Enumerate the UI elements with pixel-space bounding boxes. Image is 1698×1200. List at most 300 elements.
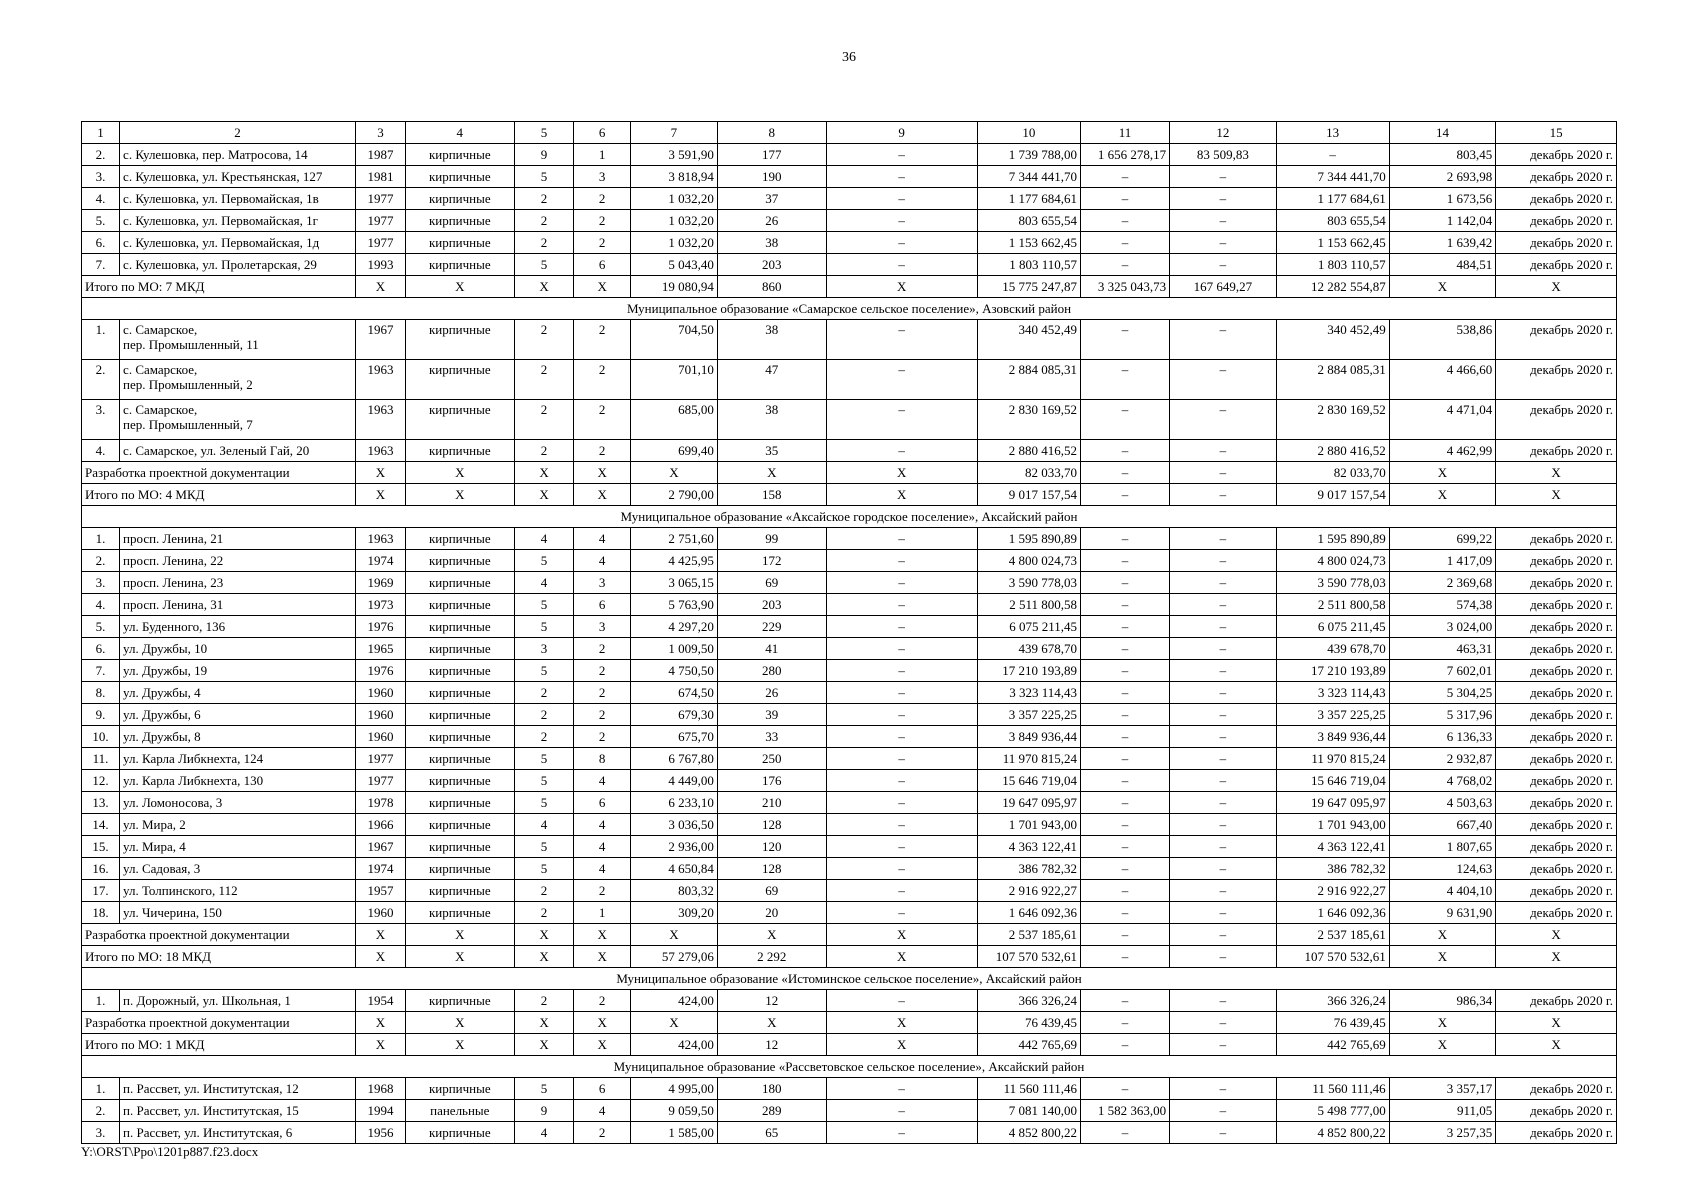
table-cell: 17 210 193,89 <box>1276 660 1389 682</box>
table-cell: – <box>1170 360 1277 400</box>
table-cell: 7. <box>82 254 120 276</box>
address-cell: ул. Чичерина, 150 <box>120 902 356 924</box>
summary-cell: X <box>826 462 977 484</box>
table-row <box>82 440 1617 462</box>
table-cell: 33 <box>717 726 826 748</box>
table-cell: 3 357,17 <box>1389 1078 1496 1100</box>
column-number-cell: 2 <box>120 122 356 144</box>
table-cell: 1969 <box>355 572 405 594</box>
table-cell: 4. <box>82 594 120 616</box>
summary-cell: X <box>405 946 514 968</box>
table-cell: кирпичные <box>405 210 514 232</box>
table-cell: декабрь 2020 г. <box>1496 232 1617 254</box>
table-cell: 366 326,24 <box>1276 990 1389 1012</box>
table-cell: – <box>826 1122 977 1144</box>
address-cell: ул. Дружбы, 6 <box>120 704 356 726</box>
address-cell: просп. Ленина, 31 <box>120 594 356 616</box>
table-cell: 1 009,50 <box>630 638 717 660</box>
summary-cell: X <box>630 1012 717 1034</box>
table-cell: – <box>826 704 977 726</box>
table-cell: 1993 <box>355 254 405 276</box>
summary-cell: X <box>405 924 514 946</box>
table-cell: 1956 <box>355 1122 405 1144</box>
table-cell: – <box>1170 660 1277 682</box>
table-cell: 439 678,70 <box>977 638 1080 660</box>
table-cell: 128 <box>717 814 826 836</box>
table-cell: 4 297,20 <box>630 616 717 638</box>
column-number-cell: 7 <box>630 122 717 144</box>
address-cell: с. Кулешовка, ул. Крестьянская, 127 <box>120 166 356 188</box>
table-cell: 2 916 922,27 <box>1276 880 1389 902</box>
table-cell: 1974 <box>355 550 405 572</box>
table-cell: декабрь 2020 г. <box>1496 320 1617 360</box>
table-cell: 4 800 024,73 <box>977 550 1080 572</box>
table-cell: 3 818,94 <box>630 166 717 188</box>
summary-cell: – <box>1080 924 1169 946</box>
table-cell: 1 701 943,00 <box>977 814 1080 836</box>
table-cell: 1 153 662,45 <box>1276 232 1389 254</box>
table-cell: – <box>1170 616 1277 638</box>
table-cell: 1. <box>82 1078 120 1100</box>
summary-cell: – <box>1080 484 1169 506</box>
table-cell: 5 <box>514 550 574 572</box>
table-cell: 2 <box>514 320 574 360</box>
table-cell: – <box>1080 990 1169 1012</box>
summary-cell: X <box>355 924 405 946</box>
table-cell: 15 646 719,04 <box>1276 770 1389 792</box>
summary-cell: X <box>826 1012 977 1034</box>
table-cell: 667,40 <box>1389 814 1496 836</box>
table-cell: кирпичные <box>405 726 514 748</box>
table-cell: 386 782,32 <box>977 858 1080 880</box>
table-cell: – <box>826 232 977 254</box>
table-cell: 2 <box>514 990 574 1012</box>
summary-cell: X <box>574 462 631 484</box>
table-cell: 12. <box>82 770 120 792</box>
table-cell: 2 <box>514 232 574 254</box>
column-number-cell: 5 <box>514 122 574 144</box>
table-cell: – <box>826 616 977 638</box>
table-cell: 704,50 <box>630 320 717 360</box>
table-cell: декабрь 2020 г. <box>1496 660 1617 682</box>
table-cell: – <box>1170 400 1277 440</box>
address-cell: с. Кулешовка, пер. Матросова, 14 <box>120 144 356 166</box>
table-cell: – <box>1170 550 1277 572</box>
summary-cell: X <box>355 1012 405 1034</box>
table-cell: 1973 <box>355 594 405 616</box>
table-cell: 3. <box>82 400 120 440</box>
table-cell: 1 656 278,17 <box>1080 144 1169 166</box>
table-cell: декабрь 2020 г. <box>1496 748 1617 770</box>
table-cell: 4 425,95 <box>630 550 717 572</box>
table-cell: 4 <box>574 858 631 880</box>
table-row <box>82 902 1617 924</box>
table-cell: – <box>826 440 977 462</box>
table-cell: – <box>1170 748 1277 770</box>
table-cell: 574,38 <box>1389 594 1496 616</box>
table-row <box>82 990 1617 1012</box>
summary-cell: 2 537 185,61 <box>977 924 1080 946</box>
summary-cell: X <box>630 462 717 484</box>
table-row <box>82 320 1617 360</box>
summary-cell: 12 282 554,87 <box>1276 276 1389 298</box>
summary-cell: 2 292 <box>717 946 826 968</box>
table-cell: – <box>826 572 977 594</box>
table-row <box>82 836 1617 858</box>
table-cell: 9 <box>514 1100 574 1122</box>
table-cell: – <box>1080 400 1169 440</box>
table-cell: 674,50 <box>630 682 717 704</box>
summary-cell: 76 439,45 <box>1276 1012 1389 1034</box>
table-cell: 11. <box>82 748 120 770</box>
table-cell: 4 363 122,41 <box>977 836 1080 858</box>
table-cell: 2 <box>514 360 574 400</box>
address-cell: с. Самарское, ул. Зеленый Гай, 20 <box>120 440 356 462</box>
summary-cell: X <box>405 484 514 506</box>
table-cell: декабрь 2020 г. <box>1496 858 1617 880</box>
table-cell: кирпичные <box>405 1122 514 1144</box>
address-cell: ул. Дружбы, 19 <box>120 660 356 682</box>
summary-cell: X <box>514 276 574 298</box>
table-cell: кирпичные <box>405 320 514 360</box>
table-cell: кирпичные <box>405 792 514 814</box>
table-cell: декабрь 2020 г. <box>1496 792 1617 814</box>
column-number-cell: 12 <box>1170 122 1277 144</box>
table-cell: 386 782,32 <box>1276 858 1389 880</box>
table-row <box>82 858 1617 880</box>
table-cell: – <box>826 836 977 858</box>
summary-cell: X <box>1496 924 1617 946</box>
column-number-cell: 13 <box>1276 122 1389 144</box>
table-cell: 4 466,60 <box>1389 360 1496 400</box>
table-cell: 1981 <box>355 166 405 188</box>
table-cell: 11 970 815,24 <box>1276 748 1389 770</box>
table-cell: 229 <box>717 616 826 638</box>
table-cell: 1966 <box>355 814 405 836</box>
table-row <box>82 726 1617 748</box>
table-cell: кирпичные <box>405 360 514 400</box>
table-cell: – <box>1080 836 1169 858</box>
table-cell: 38 <box>717 400 826 440</box>
summary-cell: – <box>1170 924 1277 946</box>
table-row <box>82 1100 1617 1122</box>
table-cell: 2 <box>574 704 631 726</box>
table-cell: – <box>1080 704 1169 726</box>
table-cell: 5 <box>514 166 574 188</box>
table-cell: – <box>1080 638 1169 660</box>
table-cell: декабрь 2020 г. <box>1496 210 1617 232</box>
table-cell: – <box>1080 858 1169 880</box>
summary-cell: X <box>826 1034 977 1056</box>
table-cell: 5. <box>82 616 120 638</box>
table-cell: декабрь 2020 г. <box>1496 616 1617 638</box>
table-cell: 6 <box>574 254 631 276</box>
summary-cell: 76 439,45 <box>977 1012 1080 1034</box>
table-cell: – <box>826 166 977 188</box>
column-number-cell: 4 <box>405 122 514 144</box>
table-cell: 1 646 092,36 <box>977 902 1080 924</box>
table-cell: – <box>826 792 977 814</box>
table-cell: – <box>1170 254 1277 276</box>
table-cell: – <box>826 254 977 276</box>
table-cell: 803,45 <box>1389 144 1496 166</box>
table-cell: – <box>1080 1078 1169 1100</box>
table-cell: 4 <box>514 528 574 550</box>
table-cell: 1 032,20 <box>630 210 717 232</box>
table-cell: – <box>1170 1078 1277 1100</box>
table-row <box>82 704 1617 726</box>
table-row <box>82 528 1617 550</box>
table-cell: 2 <box>514 400 574 440</box>
table-cell: 7 081 140,00 <box>977 1100 1080 1122</box>
table-cell: декабрь 2020 г. <box>1496 836 1617 858</box>
table-cell: 2 <box>514 188 574 210</box>
table-cell: – <box>826 814 977 836</box>
section-title: Муниципальное образование «Истоминское сельское поселение», Аксайский район <box>82 968 1617 990</box>
summary-cell: X <box>355 484 405 506</box>
summary-cell: 9 017 157,54 <box>1276 484 1389 506</box>
table-cell: 8 <box>574 748 631 770</box>
table-cell: – <box>1080 166 1169 188</box>
table-cell: 1977 <box>355 188 405 210</box>
table-cell: 424,00 <box>630 990 717 1012</box>
table-cell: 3 357 225,25 <box>1276 704 1389 726</box>
table-cell: 6 075 211,45 <box>1276 616 1389 638</box>
table-cell: 5 <box>514 616 574 638</box>
table-cell: 2 <box>574 726 631 748</box>
table-cell: 26 <box>717 682 826 704</box>
table-cell: 4 <box>574 1100 631 1122</box>
table-cell: 1963 <box>355 528 405 550</box>
summary-row <box>82 946 1617 968</box>
table-cell: – <box>826 360 977 400</box>
table-cell: 1 595 890,89 <box>977 528 1080 550</box>
table-cell: 2 511 800,58 <box>1276 594 1389 616</box>
summary-label: Итого по МО: 4 МКД <box>82 484 356 506</box>
address-cell: ул. Мира, 4 <box>120 836 356 858</box>
table-cell: – <box>1170 594 1277 616</box>
table-cell: 5 763,90 <box>630 594 717 616</box>
table-cell: 3. <box>82 572 120 594</box>
table-cell: 4 800 024,73 <box>1276 550 1389 572</box>
summary-cell: X <box>355 1034 405 1056</box>
table-cell: 2 884 085,31 <box>977 360 1080 400</box>
table-cell: – <box>1080 902 1169 924</box>
table-cell: 3 <box>574 616 631 638</box>
table-cell: – <box>1080 682 1169 704</box>
table-cell: – <box>1080 660 1169 682</box>
table-cell: 7 602,01 <box>1389 660 1496 682</box>
table-cell: 1 646 092,36 <box>1276 902 1389 924</box>
table-cell: 2 830 169,52 <box>1276 400 1389 440</box>
table-cell: – <box>826 660 977 682</box>
table-cell: 9 <box>514 144 574 166</box>
table-cell: 2 369,68 <box>1389 572 1496 594</box>
table-cell: 1974 <box>355 858 405 880</box>
table-cell: 190 <box>717 166 826 188</box>
summary-cell: 57 279,06 <box>630 946 717 968</box>
table-cell: 1 673,56 <box>1389 188 1496 210</box>
table-cell: – <box>1170 704 1277 726</box>
table-cell: 1960 <box>355 682 405 704</box>
summary-cell: X <box>574 1012 631 1034</box>
table-cell: 6. <box>82 638 120 660</box>
table-cell: 1 <box>574 902 631 924</box>
address-cell: с. Самарское, пер. Промышленный, 11 <box>120 320 356 360</box>
table-cell: – <box>826 320 977 360</box>
table-cell: – <box>1170 210 1277 232</box>
table-cell: 3 <box>514 638 574 660</box>
table-cell: 3 849 936,44 <box>1276 726 1389 748</box>
table-cell: 2 880 416,52 <box>1276 440 1389 462</box>
summary-cell: X <box>1389 924 1496 946</box>
table-cell: – <box>826 682 977 704</box>
table-cell: – <box>826 210 977 232</box>
table-body <box>82 122 1617 1144</box>
table-cell: декабрь 2020 г. <box>1496 572 1617 594</box>
table-cell: 203 <box>717 254 826 276</box>
table-cell: 83 509,83 <box>1170 144 1277 166</box>
table-cell: – <box>1170 166 1277 188</box>
table-cell: 8. <box>82 682 120 704</box>
address-cell: с. Кулешовка, ул. Первомайская, 1г <box>120 210 356 232</box>
table-cell: 1960 <box>355 902 405 924</box>
table-cell: – <box>1170 320 1277 360</box>
table-cell: – <box>1080 616 1169 638</box>
table-cell: 685,00 <box>630 400 717 440</box>
table-cell: 3 024,00 <box>1389 616 1496 638</box>
summary-cell: X <box>355 276 405 298</box>
table-cell: 1963 <box>355 440 405 462</box>
summary-cell: X <box>1496 1012 1617 1034</box>
address-cell: п. Рассвет, ул. Институтская, 12 <box>120 1078 356 1100</box>
table-cell: 699,40 <box>630 440 717 462</box>
table-cell: 2 <box>514 682 574 704</box>
summary-cell: 107 570 532,61 <box>1276 946 1389 968</box>
table-cell: кирпичные <box>405 232 514 254</box>
address-cell: просп. Ленина, 22 <box>120 550 356 572</box>
table-cell: 18. <box>82 902 120 924</box>
table-cell: декабрь 2020 г. <box>1496 254 1617 276</box>
table-cell: 4. <box>82 440 120 462</box>
table-cell: декабрь 2020 г. <box>1496 360 1617 400</box>
table-cell: – <box>826 400 977 440</box>
table-cell: 37 <box>717 188 826 210</box>
page-number: 36 <box>842 50 856 65</box>
column-number-cell: 11 <box>1080 122 1169 144</box>
table-cell: 1977 <box>355 748 405 770</box>
table-cell: – <box>1080 572 1169 594</box>
table-cell: 2 <box>514 902 574 924</box>
address-cell: ул. Буденного, 136 <box>120 616 356 638</box>
table-cell: 803,32 <box>630 880 717 902</box>
table-cell: – <box>1080 814 1169 836</box>
table-row <box>82 572 1617 594</box>
table-cell: 4 363 122,41 <box>1276 836 1389 858</box>
summary-cell: 2 790,00 <box>630 484 717 506</box>
table-cell: декабрь 2020 г. <box>1496 1122 1617 1144</box>
table-cell: 1976 <box>355 660 405 682</box>
table-cell: кирпичные <box>405 880 514 902</box>
table-cell: 4 995,00 <box>630 1078 717 1100</box>
table-cell: 172 <box>717 550 826 572</box>
table-cell: кирпичные <box>405 682 514 704</box>
table-cell: 6 <box>574 792 631 814</box>
table-cell: – <box>1170 1100 1277 1122</box>
table-cell: 6 <box>574 1078 631 1100</box>
table-cell: 439 678,70 <box>1276 638 1389 660</box>
table-cell: – <box>1170 528 1277 550</box>
table-cell: – <box>826 990 977 1012</box>
table-cell: 3 257,35 <box>1389 1122 1496 1144</box>
table-cell: 1. <box>82 990 120 1012</box>
summary-cell: X <box>405 462 514 484</box>
table-cell: 3 323 114,43 <box>1276 682 1389 704</box>
table-cell: 6 075 211,45 <box>977 616 1080 638</box>
table-cell: 2 <box>514 704 574 726</box>
table-cell: 5. <box>82 210 120 232</box>
table-cell: 4 <box>574 550 631 572</box>
address-cell: ул. Дружбы, 8 <box>120 726 356 748</box>
table-cell: 4 503,63 <box>1389 792 1496 814</box>
table-cell: декабрь 2020 г. <box>1496 166 1617 188</box>
table-cell: – <box>1080 880 1169 902</box>
table-cell: 1. <box>82 320 120 360</box>
table-row <box>82 682 1617 704</box>
summary-cell: 3 325 043,73 <box>1080 276 1169 298</box>
table-cell: 1 585,00 <box>630 1122 717 1144</box>
table-cell: 5 <box>514 858 574 880</box>
table-row <box>82 1122 1617 1144</box>
table-cell: 3 357 225,25 <box>977 704 1080 726</box>
table-cell: – <box>1080 528 1169 550</box>
table-row <box>82 254 1617 276</box>
table-cell: 2 <box>574 638 631 660</box>
table-cell: 128 <box>717 858 826 880</box>
table-cell: 2 <box>514 726 574 748</box>
table-cell: 12 <box>717 990 826 1012</box>
table-cell: 6 136,33 <box>1389 726 1496 748</box>
table-cell: 2. <box>82 550 120 572</box>
table-cell: 38 <box>717 232 826 254</box>
summary-cell: X <box>574 946 631 968</box>
table-cell: – <box>826 188 977 210</box>
table-cell: 1954 <box>355 990 405 1012</box>
table-cell: – <box>1170 232 1277 254</box>
table-cell: 2 <box>514 440 574 462</box>
table-cell: 1976 <box>355 616 405 638</box>
table-cell: 4 462,99 <box>1389 440 1496 462</box>
table-cell: 1 739 788,00 <box>977 144 1080 166</box>
table-cell: – <box>826 144 977 166</box>
table-cell: декабрь 2020 г. <box>1496 594 1617 616</box>
table-cell: – <box>1170 440 1277 462</box>
table-cell: 11 970 815,24 <box>977 748 1080 770</box>
table-cell: кирпичные <box>405 616 514 638</box>
table-cell: 26 <box>717 210 826 232</box>
table-cell: 1 <box>574 144 631 166</box>
table-cell: 1 803 110,57 <box>1276 254 1389 276</box>
address-cell: с. Самарское, пер. Промышленный, 7 <box>120 400 356 440</box>
address-cell: с. Самарское, пер. Промышленный, 2 <box>120 360 356 400</box>
table-cell: – <box>826 902 977 924</box>
table-cell: 803 655,54 <box>977 210 1080 232</box>
summary-cell: – <box>1080 462 1169 484</box>
table-row <box>82 748 1617 770</box>
summary-cell: 442 765,69 <box>977 1034 1080 1056</box>
summary-row <box>82 1034 1617 1056</box>
summary-cell: X <box>826 924 977 946</box>
